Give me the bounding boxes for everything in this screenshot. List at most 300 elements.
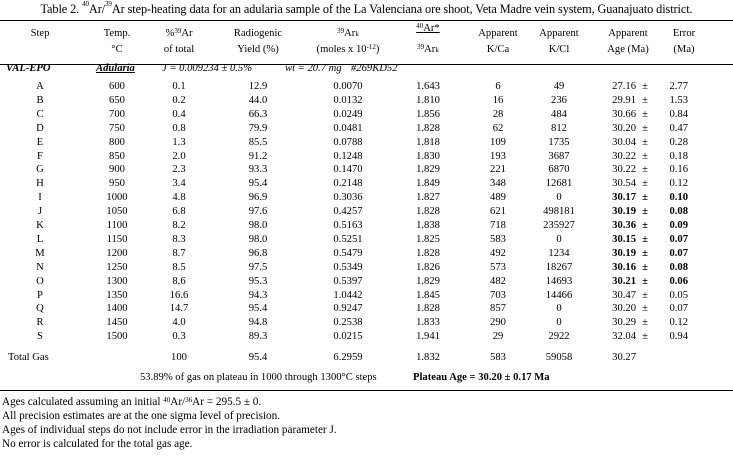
- cell-pct: 4.0: [172, 317, 186, 329]
- total-percent: 100: [171, 352, 187, 363]
- cell-kcl: 484: [551, 108, 567, 120]
- caption-isotope-a: 40: [82, 0, 89, 8]
- header-error-line1: Error: [672, 28, 696, 39]
- cell-temp: 650: [109, 94, 125, 106]
- header-kcl: [530, 27, 588, 56]
- total-label: Total Gas: [8, 352, 49, 363]
- header-error-line2: (Ma): [673, 44, 695, 55]
- header-error: [664, 27, 704, 56]
- header-39ark-ar: Ar: [344, 28, 356, 39]
- header-percent-sign: %: [165, 28, 175, 39]
- cell-kca: 621: [490, 206, 506, 218]
- header-step: [14, 27, 66, 40]
- note-precision: All precision estimates are at the one sigma level of precision.: [2, 410, 281, 422]
- caption-rest: Ar step-heating data for an adularia sample of the La Valenciana ore shoot, Veta Madre vein system, Guanajuato district.: [111, 2, 693, 16]
- cell-ratio: 1.941: [416, 331, 440, 343]
- cell-kca: 489: [490, 192, 506, 204]
- cell-step: I: [38, 192, 42, 204]
- plateau-gas-text: 53.89% of gas on plateau in 1000 through 1300°C steps: [140, 372, 377, 383]
- cell-plus-minus: ±: [642, 164, 648, 176]
- cell-plus-minus: ±: [642, 122, 648, 134]
- cell-kca: 16: [492, 94, 504, 106]
- header-percent-39ar: [150, 27, 208, 56]
- note1-isotope-b: 36: [185, 396, 193, 404]
- cell-err: 0.47: [669, 122, 688, 134]
- cell-err: 0.08: [669, 261, 688, 273]
- bottom-rule: [0, 390, 733, 391]
- cell-rad: 97.6: [248, 206, 268, 218]
- cell-kcl: 14466: [545, 289, 573, 301]
- cell-err: 0.07: [669, 233, 688, 245]
- cell-ark: 0.2148: [333, 178, 363, 190]
- caption-isotope-b: 39: [105, 0, 112, 8]
- cell-temp: 800: [109, 136, 125, 148]
- cell-kca: 573: [490, 261, 506, 273]
- cell-pct: 16.6: [169, 289, 189, 301]
- cell-rad: 95.4: [248, 178, 268, 190]
- cell-ark: 0.0788: [333, 136, 363, 148]
- cell-kcl: 18267: [545, 261, 573, 273]
- header-39ark-exp: -12: [366, 43, 376, 51]
- cell-pct: 6.8: [172, 206, 186, 218]
- header-kca-line1: Apparent: [478, 28, 518, 39]
- cell-kca: 583: [490, 233, 506, 245]
- cell-kca: 6: [495, 81, 501, 92]
- cell-ratio: 1.828: [416, 247, 440, 259]
- cell-rad: 66.3: [248, 108, 268, 120]
- cell-age: 30.47: [612, 289, 636, 301]
- cell-rad: 44.0: [248, 94, 268, 106]
- cell-age: 30.17: [612, 192, 636, 204]
- header-kcl-line1: Apparent: [539, 28, 579, 39]
- cell-age: 32.04: [612, 331, 636, 343]
- header-step-label: Step: [30, 28, 50, 39]
- cell-ark: 0.0215: [333, 331, 363, 343]
- header-radiogenic: [218, 27, 298, 56]
- header-age-line1: Apparent: [608, 28, 648, 39]
- note-total-gas: No error is calculated for the total gas age.: [2, 438, 193, 450]
- cell-temp: 1500: [106, 331, 128, 343]
- cell-ratio: 1.643: [416, 81, 440, 92]
- header-ratio-bot-sub: k: [435, 46, 439, 54]
- cell-err: 0.12: [669, 178, 688, 190]
- cell-kca: 703: [490, 289, 506, 301]
- header-39ark-close: ): [375, 44, 380, 55]
- cell-kca: 193: [490, 150, 506, 162]
- cell-plus-minus: ±: [642, 192, 648, 204]
- cell-ratio: 1.828: [416, 206, 440, 218]
- total-ratio: 1.832: [416, 352, 440, 363]
- cell-ratio: 1.828: [416, 303, 440, 315]
- cell-step: L: [36, 233, 44, 245]
- cell-pct: 8.7: [172, 247, 186, 259]
- table-row: [0, 178, 733, 192]
- cell-kcl: 12681: [545, 178, 573, 190]
- caption-prefix: Table 2.: [40, 2, 83, 16]
- cell-step: G: [36, 164, 44, 176]
- cell-step: F: [37, 150, 43, 162]
- header-age: [596, 27, 660, 56]
- cell-plus-minus: ±: [642, 331, 648, 343]
- cell-err: 0.09: [669, 220, 688, 231]
- cell-kca: 109: [490, 136, 506, 148]
- table-row: [0, 248, 733, 262]
- cell-ark: 0.0481: [333, 122, 363, 134]
- sample-id: VAL-EPO: [6, 63, 51, 74]
- cell-plus-minus: ±: [642, 289, 648, 301]
- cell-err: 0.08: [669, 206, 688, 218]
- cell-kca: 482: [490, 275, 506, 287]
- header-ratio-numerator: [405, 22, 451, 35]
- cell-ark: 1.0442: [333, 289, 363, 301]
- header-ratio-denominator: [405, 43, 451, 56]
- cell-step: C: [36, 108, 44, 120]
- cell-ratio: 1.845: [416, 289, 440, 301]
- plateau-age: Plateau Age = 30.20 ± 0.17 Ma: [413, 372, 550, 383]
- cell-ark: 0.0249: [333, 108, 363, 120]
- table-row: [0, 220, 733, 234]
- cell-rad: 96.9: [248, 192, 268, 204]
- cell-step: M: [35, 247, 45, 259]
- sample-j-value: J = 0.009234 ± 0.5%: [162, 63, 253, 74]
- cell-rad: 96.8: [248, 247, 268, 259]
- cell-plus-minus: ±: [642, 220, 648, 231]
- cell-plus-minus: ±: [642, 206, 648, 218]
- cell-plus-minus: ±: [642, 178, 648, 190]
- cell-temp: 750: [109, 122, 125, 134]
- header-temp-line1: Temp.: [103, 28, 131, 39]
- cell-plus-minus: ±: [642, 233, 648, 245]
- cell-step: Q: [36, 303, 44, 315]
- cell-rad: 98.0: [248, 233, 268, 245]
- cell-rad: 97.5: [248, 261, 268, 273]
- cell-pct: 14.7: [169, 303, 189, 315]
- header-temp-line2: °C: [111, 44, 123, 55]
- table-row: [0, 81, 733, 95]
- cell-plus-minus: ±: [642, 275, 648, 287]
- header-percent-line2: of total: [163, 44, 195, 55]
- total-radiogenic: 95.4: [248, 352, 268, 363]
- cell-age: 30.21: [612, 275, 636, 287]
- cell-pct: 8.3: [172, 233, 186, 245]
- cell-kcl: 498181: [543, 206, 575, 218]
- header-39ark-units: (moles x 10: [316, 44, 367, 55]
- cell-ratio: 1.826: [416, 261, 440, 273]
- header-ratio-bot: Ar: [424, 44, 436, 55]
- cell-ratio: 1.829: [416, 164, 440, 176]
- cell-rad: 79.9: [248, 122, 268, 134]
- cell-step: A: [36, 81, 44, 92]
- cell-plus-minus: ±: [642, 303, 648, 315]
- table-row: [0, 137, 733, 151]
- table-row: [0, 276, 733, 290]
- cell-kcl: 14693: [545, 275, 573, 287]
- note1-isotope-a: 40: [163, 396, 171, 404]
- cell-err: 0.05: [669, 289, 688, 301]
- cell-age: 30.19: [612, 247, 636, 259]
- cell-kcl: 0: [556, 233, 562, 245]
- cell-pct: 1.3: [172, 136, 186, 148]
- header-radiogenic-line2: Yield (%): [237, 44, 279, 55]
- sample-weight: wt = 20.7 mg: [285, 63, 342, 74]
- cell-kca: 28: [492, 108, 504, 120]
- cell-age: 30.19: [612, 206, 636, 218]
- cell-step: B: [36, 94, 44, 106]
- cell-ratio: 1.829: [416, 275, 440, 287]
- cell-ark: 0.5479: [333, 247, 363, 259]
- cell-rad: 85.5: [248, 136, 268, 148]
- cell-kcl: 2922: [548, 331, 570, 343]
- table-row: [0, 123, 733, 137]
- cell-ark: 0.0070: [333, 81, 363, 92]
- cell-plus-minus: ±: [642, 247, 648, 259]
- header-39ark-isotope: 39: [337, 27, 345, 35]
- cell-temp: 900: [109, 164, 125, 176]
- cell-step: J: [37, 206, 43, 218]
- cell-ratio: 1.830: [416, 150, 440, 162]
- note1-pre: Ages calculated assuming an initial: [2, 396, 164, 408]
- table-row: [0, 290, 733, 304]
- cell-err: 0.12: [669, 317, 688, 329]
- total-age: 30.27: [612, 352, 636, 363]
- cell-age: 27.16: [612, 81, 636, 92]
- cell-plus-minus: ±: [642, 136, 648, 148]
- header-radiogenic-line1: Radiogenic: [233, 28, 283, 39]
- header-39ark-line1: [306, 27, 390, 40]
- cell-err: 0.10: [669, 192, 688, 204]
- cell-step: K: [36, 220, 44, 231]
- cell-pct: 0.8: [172, 122, 186, 134]
- sample-mineral: Adularia: [96, 63, 135, 74]
- cell-kcl: 236: [551, 94, 567, 106]
- cell-plus-minus: ±: [642, 81, 648, 92]
- header-ratio-top: Ar*: [423, 23, 440, 34]
- cell-err: 0.84: [669, 108, 688, 120]
- top-rule: [0, 20, 733, 21]
- cell-temp: 1000: [106, 192, 128, 204]
- cell-temp: 1100: [106, 220, 128, 231]
- header-temp: [92, 27, 142, 56]
- cell-pct: 2.3: [172, 164, 186, 176]
- header-ratio-bot-isotope: 39: [417, 43, 425, 51]
- sample-lab-id: #269KD52: [351, 63, 398, 74]
- table-row: [0, 109, 733, 123]
- table-row: [0, 331, 733, 345]
- header-percent-ar: Ar: [181, 28, 193, 39]
- cell-age: 30.20: [612, 122, 636, 134]
- cell-err: 0.18: [669, 150, 688, 162]
- cell-rad: 94.3: [248, 289, 268, 301]
- cell-temp: 1400: [106, 303, 128, 315]
- cell-age: 30.22: [612, 150, 636, 162]
- table-row: [0, 262, 733, 276]
- cell-age: 30.36: [612, 220, 636, 231]
- cell-ark: 0.4257: [333, 206, 363, 218]
- header-kca: [470, 27, 526, 56]
- cell-temp: 1200: [106, 247, 128, 259]
- cell-kcl: 0: [556, 303, 562, 315]
- cell-kcl: 0: [556, 317, 562, 329]
- cell-kcl: 49: [553, 81, 565, 92]
- table-row: [0, 95, 733, 109]
- note-irradiation: Ages of individual steps do not include error in the irradiation parameter J.: [2, 424, 337, 436]
- cell-kcl: 1735: [548, 136, 570, 148]
- cell-temp: 700: [109, 108, 125, 120]
- cell-ark: 0.9247: [333, 303, 363, 315]
- cell-ark: 0.5251: [333, 233, 363, 245]
- table-row: [0, 164, 733, 178]
- cell-kcl: 0: [556, 192, 562, 204]
- cell-err: 0.07: [669, 303, 688, 315]
- cell-ark: 0.1248: [333, 150, 363, 162]
- cell-pct: 4.8: [172, 192, 186, 204]
- note1-post: Ar = 295.5 ± 0.: [192, 396, 262, 408]
- cell-age: 30.20: [612, 303, 636, 315]
- cell-pct: 0.3: [172, 331, 186, 343]
- cell-kca: 290: [490, 317, 506, 329]
- cell-ratio: 1.825: [416, 233, 440, 245]
- cell-kca: 492: [490, 247, 506, 259]
- cell-temp: 950: [109, 178, 125, 190]
- cell-ratio: 1.810: [416, 94, 440, 106]
- cell-kcl: 1234: [548, 247, 570, 259]
- cell-kca: 221: [490, 164, 506, 176]
- cell-err: 0.28: [669, 136, 688, 148]
- total-39ark: 6.2959: [333, 352, 363, 363]
- cell-temp: 1150: [106, 233, 128, 245]
- cell-pct: 8.6: [172, 275, 186, 287]
- cell-step: P: [37, 289, 43, 301]
- cell-temp: 1350: [106, 289, 128, 301]
- cell-rad: 95.4: [248, 303, 268, 315]
- cell-pct: 3.4: [172, 178, 186, 190]
- cell-ark: 0.3036: [333, 192, 363, 204]
- cell-pct: 8.5: [172, 261, 186, 273]
- cell-pct: 2.0: [172, 150, 186, 162]
- cell-temp: 1450: [106, 317, 128, 329]
- header-percent-line1: [150, 27, 208, 40]
- cell-ratio: 1.856: [416, 108, 440, 120]
- header-39ark: [306, 27, 390, 56]
- cell-err: 0.07: [669, 247, 688, 259]
- cell-rad: 95.3: [248, 275, 268, 287]
- cell-ratio: 1.818: [416, 136, 440, 148]
- header-age-line2: Age (Ma): [607, 44, 649, 55]
- cell-ark: 0.5397: [333, 275, 363, 287]
- cell-rad: 94.8: [248, 317, 268, 329]
- table-row: [0, 234, 733, 248]
- cell-err: 2.77: [669, 81, 688, 92]
- cell-step: H: [36, 178, 44, 190]
- table-caption: [0, 2, 733, 17]
- cell-ark: 0.5163: [333, 220, 363, 231]
- cell-pct: 8.2: [172, 220, 186, 231]
- header-percent-isotope: 39: [174, 27, 182, 35]
- cell-rad: 91.2: [248, 150, 268, 162]
- cell-temp: 1250: [106, 261, 128, 273]
- cell-err: 0.06: [669, 275, 688, 287]
- cell-rad: 89.3: [248, 331, 268, 343]
- cell-temp: 1050: [106, 206, 128, 218]
- header-kcl-line2: K/Cl: [548, 44, 570, 55]
- cell-ark: 0.0132: [333, 94, 363, 106]
- note-initial-ratio: [2, 396, 261, 409]
- cell-plus-minus: ±: [642, 108, 648, 120]
- header-39ark-line2: [306, 43, 390, 56]
- cell-age: 29.91: [612, 94, 636, 106]
- cell-ratio: 1.838: [416, 220, 440, 231]
- cell-pct: 0.2: [172, 94, 186, 106]
- header-ratio-top-isotope: 40: [416, 22, 424, 30]
- cell-plus-minus: ±: [642, 261, 648, 273]
- cell-err: 0.16: [669, 164, 688, 176]
- cell-age: 30.29: [612, 317, 636, 329]
- header-kca-line2: K/Ca: [486, 44, 510, 55]
- cell-kca: 29: [492, 331, 504, 343]
- cell-rad: 93.3: [248, 164, 268, 176]
- total-kcl: 59058: [545, 352, 573, 363]
- total-kca: 583: [490, 352, 506, 363]
- header-39ark-sub: k: [355, 30, 359, 38]
- cell-step: S: [37, 331, 43, 343]
- cell-ark: 0.5349: [333, 261, 363, 273]
- table-row: [0, 206, 733, 220]
- table-row: [0, 151, 733, 165]
- table-row: [0, 192, 733, 206]
- cell-plus-minus: ±: [642, 94, 648, 106]
- cell-age: 30.66: [612, 108, 636, 120]
- cell-step: O: [36, 275, 44, 287]
- table-row: [0, 317, 733, 331]
- cell-kcl: 3687: [548, 150, 570, 162]
- cell-err: 0.94: [669, 331, 688, 343]
- cell-err: 1.53: [669, 94, 688, 106]
- cell-kcl: 812: [551, 122, 567, 134]
- cell-age: 30.54: [612, 178, 636, 190]
- total-gas-row: [0, 352, 733, 366]
- cell-pct: 0.1: [172, 81, 186, 92]
- cell-age: 30.22: [612, 164, 636, 176]
- cell-kca: 718: [490, 220, 506, 231]
- cell-ratio: 1.827: [416, 192, 440, 204]
- cell-rad: 12.9: [248, 81, 268, 92]
- cell-pct: 0.4: [172, 108, 186, 120]
- cell-kca: 348: [490, 178, 506, 190]
- header-ratio: [405, 22, 451, 56]
- cell-step: N: [36, 261, 44, 273]
- cell-temp: 600: [109, 81, 125, 92]
- table-row: [0, 303, 733, 317]
- cell-kcl: 6870: [548, 164, 570, 176]
- cell-age: 30.04: [612, 136, 636, 148]
- cell-step: E: [36, 136, 44, 148]
- cell-kca: 857: [490, 303, 506, 315]
- cell-age: 30.15: [612, 233, 636, 245]
- cell-kca: 62: [492, 122, 504, 134]
- cell-temp: 850: [109, 150, 125, 162]
- cell-ratio: 1.828: [416, 122, 440, 134]
- cell-step: D: [36, 122, 44, 134]
- cell-ark: 0.2538: [333, 317, 363, 329]
- cell-temp: 1300: [106, 275, 128, 287]
- cell-plus-minus: ±: [642, 150, 648, 162]
- caption-mid: Ar/: [88, 2, 106, 16]
- cell-ratio: 1.833: [416, 317, 440, 329]
- cell-step: R: [36, 317, 44, 329]
- cell-rad: 98.0: [248, 220, 268, 231]
- cell-ratio: 1.849: [416, 178, 440, 190]
- note1-mid: Ar/: [170, 396, 186, 408]
